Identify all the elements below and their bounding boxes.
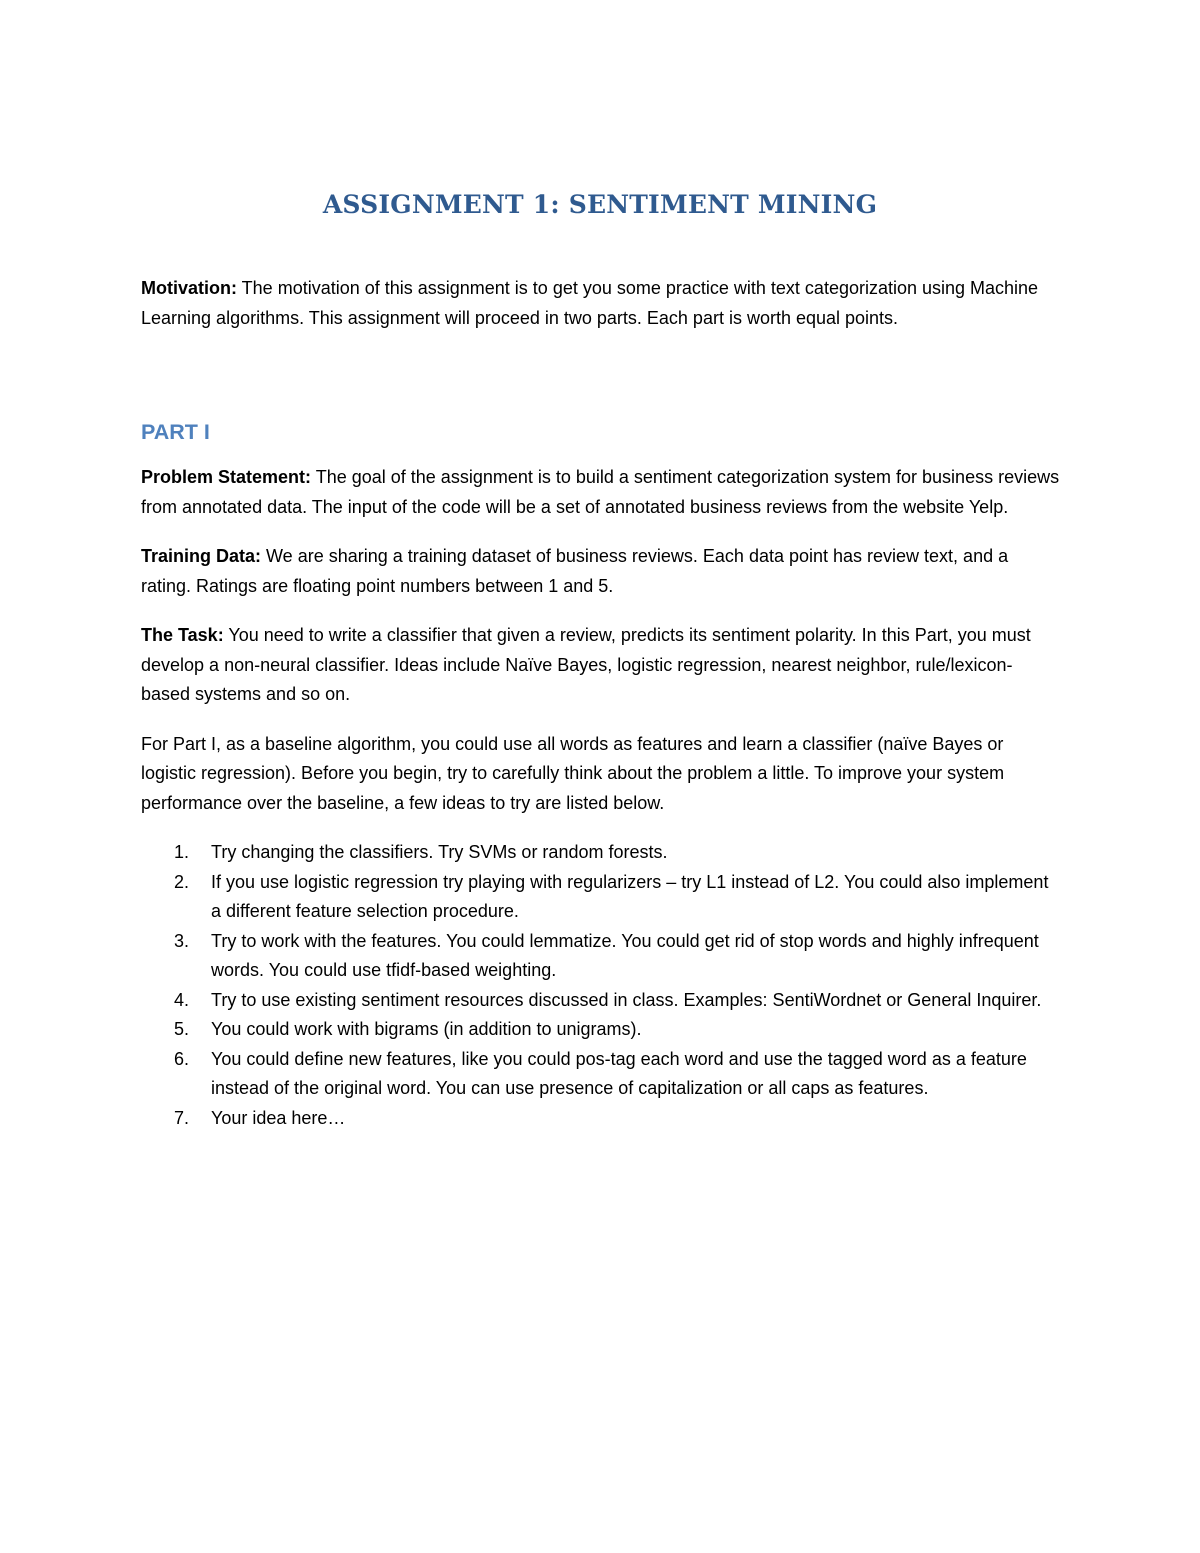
list-item-text: If you use logistic regression try playing with regularizers – try L1 instead of L2. You could also implement a different feature selection procedure. bbox=[211, 871, 1049, 921]
list-item bbox=[141, 838, 1061, 868]
motivation-paragraph bbox=[141, 274, 1061, 333]
list-item bbox=[141, 1015, 1061, 1045]
list-item-number: 1. bbox=[174, 842, 190, 862]
list-item-text: Try to use existing sentiment resources discussed in class. Examples: SentiWordnet or General Inquirer. bbox=[211, 989, 1042, 1010]
problem-statement-text: The goal of the assignment is to build a sentiment categorization system for business reviews from annotated data. The input of the code will be a set of annotated business reviews from the website Yelp. bbox=[141, 467, 1060, 517]
training-data-paragraph bbox=[141, 542, 1061, 601]
problem-statement-label: Problem Statement: bbox=[141, 467, 312, 487]
list-item bbox=[141, 986, 1061, 1016]
list-item-number: 4. bbox=[174, 989, 190, 1010]
list-item-text: You could work with bigrams (in addition to unigrams). bbox=[211, 1019, 642, 1039]
problem-statement-paragraph bbox=[141, 463, 1061, 522]
list-item-number: 6. bbox=[174, 1048, 190, 1069]
list-item-number: 7. bbox=[174, 1107, 190, 1128]
baseline-paragraph: For Part I, as a baseline algorithm, you could use all words as features and learn a classifier (naïve Bayes or logistic regression). Before you begin, try to carefully think about the problem a little. To improve your system performance over the baseline, a few ideas to try are listed below. bbox=[141, 733, 1005, 813]
list-item-text: Try changing the classifiers. Try SVMs or random forests. bbox=[211, 842, 668, 862]
ideas-list bbox=[141, 838, 1061, 1133]
document-body bbox=[141, 274, 1061, 1133]
list-item bbox=[141, 927, 1061, 986]
training-data-label: Training Data: bbox=[141, 546, 262, 566]
list-item-text: You could define new features, like you could pos-tag each word and use the tagged word as a feature instead of the original word. You can use presence of capitalization or all caps as features. bbox=[211, 1048, 1027, 1098]
list-item-text: Try to work with the features. You could lemmatize. You could get rid of stop words and highly infrequent words. You could use tfidf-based weighting. bbox=[211, 930, 1039, 980]
task-label: The Task: bbox=[141, 625, 224, 645]
motivation-text: The motivation of this assignment is to get you some practice with text categorization using Machine Learning algorithms. This assignment will proceed in two parts. Each part is worth equal points. bbox=[141, 278, 1039, 328]
list-item-text: Your idea here… bbox=[211, 1107, 346, 1128]
part-1-heading: PART I bbox=[141, 420, 210, 444]
list-item bbox=[141, 868, 1061, 927]
training-data-text: We are sharing a training dataset of business reviews. Each data point has review text, and a rating. Ratings are floating point numbers between 1 and 5. bbox=[141, 546, 1009, 596]
list-item bbox=[141, 1045, 1061, 1104]
task-text: You need to write a classifier that given a review, predicts its sentiment polarity. In this Part, you must develop a non-neural classifier. Ideas include Naïve Bayes, logistic regression, nearest neighbor, rule/lexicon-based systems and so on. bbox=[141, 625, 1031, 704]
motivation-label: Motivation: bbox=[141, 278, 237, 298]
list-item-number: 3. bbox=[174, 930, 190, 951]
list-item bbox=[141, 1104, 1061, 1134]
task-paragraph bbox=[141, 621, 1061, 710]
document-title: ASSIGNMENT 1: SENTIMENT MINING bbox=[322, 190, 878, 219]
list-item-number: 2. bbox=[174, 871, 190, 892]
list-item-number: 5. bbox=[174, 1019, 190, 1039]
